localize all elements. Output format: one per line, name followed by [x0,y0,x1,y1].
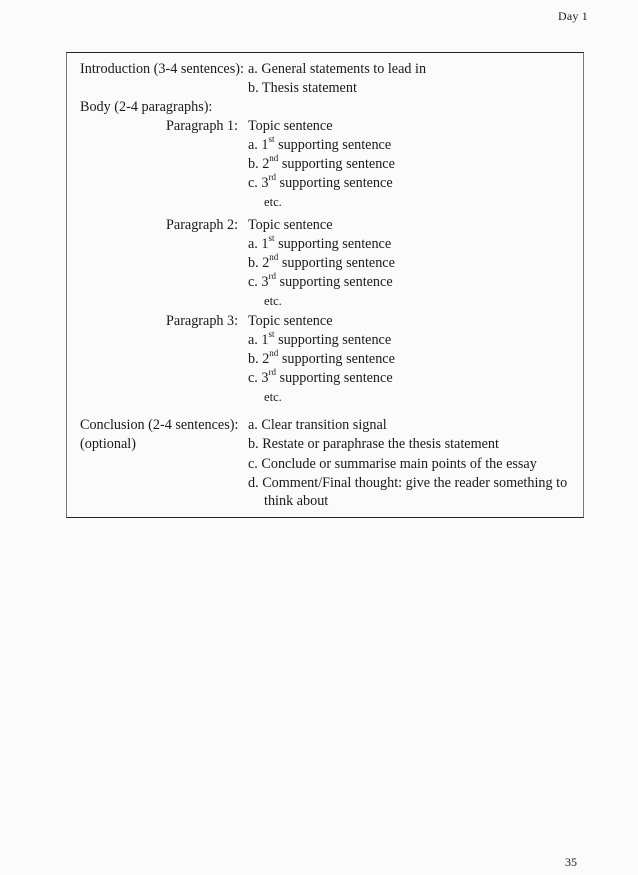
paragraph-1-item-a: a. 1st supporting sentence [248,134,392,153]
paragraph-3-etc: etc. [264,390,282,404]
conclusion-item-a: a. Clear transition signal [248,417,387,433]
paragraph-3-label: Paragraph 3: [166,313,239,329]
paragraph-2-item-b: b. 2nd supporting sentence [248,252,395,271]
paragraph-2-etc: etc. [264,294,282,308]
paragraph-1-topic: Topic sentence [248,118,333,134]
paragraph-2-label: Paragraph 2: [166,217,239,233]
paragraph-1-item-c: c. 3rd supporting sentence [248,172,393,191]
paragraph-2-item-a: a. 1st supporting sentence [248,233,392,252]
paragraph-1-item-b: b. 2nd supporting sentence [248,153,395,172]
conclusion-label: Conclusion (2-4 sentences): [80,417,239,433]
introduction-label: Introduction (3-4 sentences): [80,61,244,77]
paragraph-2-topic: Topic sentence [248,217,333,233]
conclusion-item-b: b. Restate or paraphrase the thesis statement [248,436,499,452]
paragraph-3-item-b: b. 2nd supporting sentence [248,348,395,367]
paragraph-3-item-a: a. 1st supporting sentence [248,329,392,348]
paragraph-3-topic: Topic sentence [248,313,333,329]
paragraph-3-item-c: c. 3rd supporting sentence [248,367,393,386]
introduction-item-b: b. Thesis statement [248,80,357,96]
conclusion-item-d-continued: think about [264,493,329,509]
conclusion-item-d: d. Comment/Final thought: give the reader something to [248,475,568,491]
conclusion-optional-label: (optional) [80,436,136,452]
body-label: Body (2-4 paragraphs): [80,99,213,115]
conclusion-item-c: c. Conclude or summarise main points of the essay [248,456,537,472]
paragraph-2-item-c: c. 3rd supporting sentence [248,271,393,290]
introduction-item-a: a. General statements to lead in [248,61,427,77]
paragraph-1-label: Paragraph 1: [166,118,239,134]
paragraph-1-etc: etc. [264,195,282,209]
day-header: Day 1 [558,9,588,23]
page-number: 35 [565,855,577,869]
